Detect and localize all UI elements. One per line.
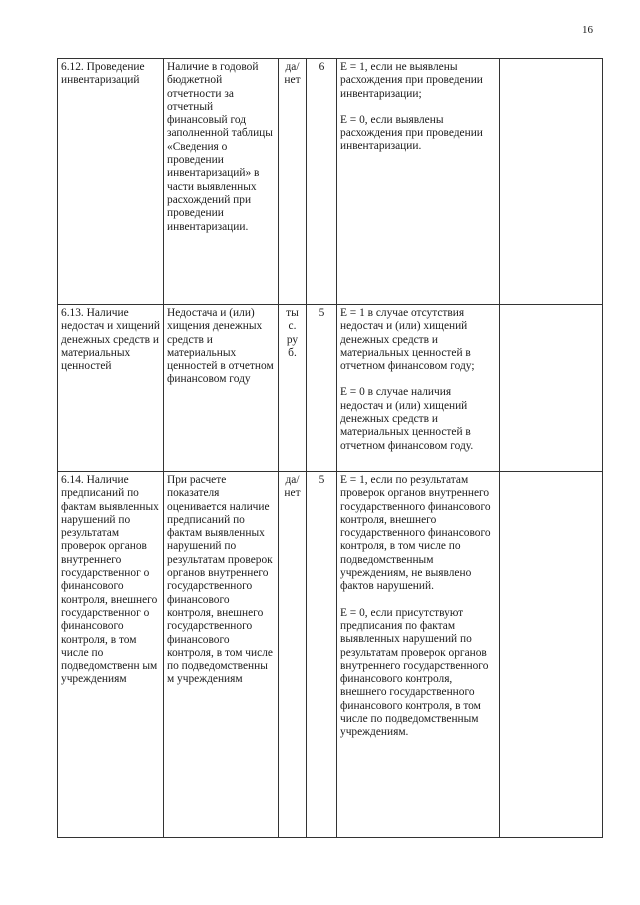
indicator-unit: да/ нет — [279, 472, 307, 838]
indicator-formula — [337, 305, 500, 472]
formula-condition: E = 0 в случае наличия недостач и (или) хищений денежных средств и материальных ценностей в отчетном финансовом году. — [340, 386, 474, 452]
table-row — [58, 59, 603, 305]
indicator-unit: ты с. ру б. — [279, 305, 307, 472]
criteria-table — [57, 58, 603, 838]
formula-condition: E = 0, если выявлены расхождения при проведении инвентаризации. — [340, 113, 483, 153]
empty-cell — [500, 59, 603, 305]
indicator-weight: 5 — [307, 472, 337, 838]
empty-cell — [500, 472, 603, 838]
indicator-weight: 6 — [307, 59, 337, 305]
indicator-description: Недостача и (или) хищения денежных средств и материальных ценностей в отчетном финансовом году — [164, 305, 279, 472]
indicator-unit: да/ нет — [279, 59, 307, 305]
formula-condition: E = 0, если присутствуют предписания по фактам выявленных нарушений по результатам проверок органов внутреннего государственного финансового контроля, внешнего государственного финансового контроля, в том числе по подведомственным учреждениям. — [340, 606, 489, 739]
empty-cell — [500, 305, 603, 472]
indicator-name: 6.12. Проведение инвентаризаций — [58, 59, 164, 305]
table-row — [58, 305, 603, 472]
indicator-formula — [337, 472, 500, 838]
formula-condition: E = 1 в случае отсутствия недостач и (или) хищений денежных средств и материальных ценностей в отчетном финансовом году; — [340, 307, 475, 373]
formula-condition: E = 1, если не выявлены расхождения при проведении инвентаризации; — [340, 61, 483, 100]
indicator-description: Наличие в годовой бюджетной отчетности за отчетный финансовый год заполненной таблицы «Сведения о проведении инвентаризаций» в части выявленных расхождений при проведении инвентаризации. — [164, 59, 279, 305]
page-number: 16 — [582, 24, 593, 36]
indicator-description: При расчете показателя оценивается наличие предписаний по фактам выявленных нарушений по результатам проверок органов внутреннего государственного финансового контроля, внешнего государственного финансового контроля, в том числе по подведомственны м учреждениям — [164, 472, 279, 838]
indicator-weight: 5 — [307, 305, 337, 472]
indicator-name: 6.13. Наличие недостач и хищений денежных средств и материальных ценностей — [58, 305, 164, 472]
table-row — [58, 472, 603, 838]
indicator-name: 6.14. Наличие предписаний по фактам выявленных нарушений по результатам проверок органов внутреннего государственног о финансового контроля, внешнего государственног о финансового контроля, в том числе по подведомственн ым учреждениям — [58, 472, 164, 838]
formula-condition: E = 1, если по результатам проверок органов внутреннего государственного финансового контроля, внешнего государственного финансового контроля, в том числе по подведомственным учреждениям, не выявлено фактов нарушений. — [340, 474, 491, 593]
indicator-formula — [337, 59, 500, 305]
